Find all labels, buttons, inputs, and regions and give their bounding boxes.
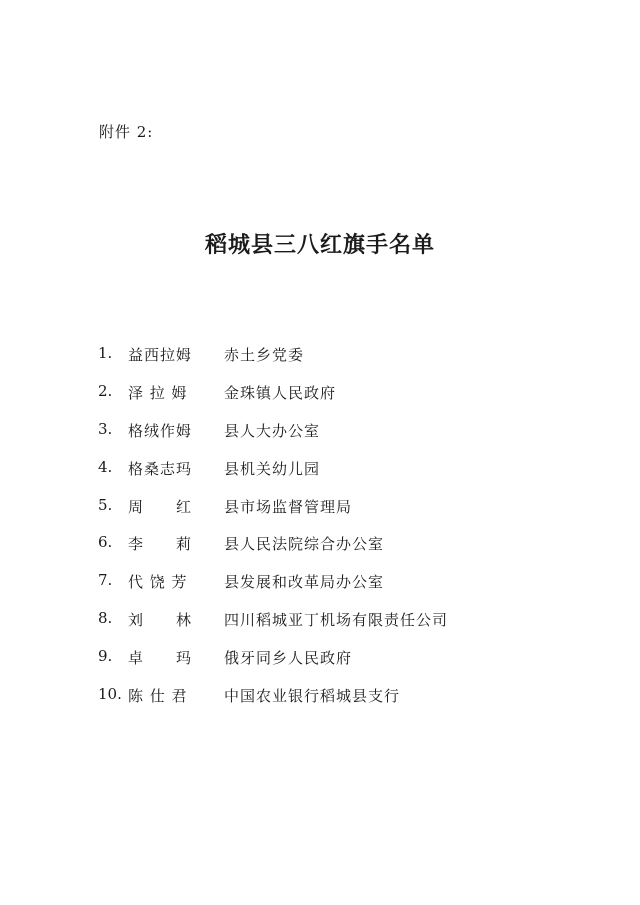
honoree-name: 代 饶 芳 [128,573,188,592]
item-number: 8. [98,609,113,628]
attachment-label: 附件 2: [99,123,154,141]
honoree-unit: 俄牙同乡人民政府 [224,649,353,668]
list-item [98,420,448,458]
honoree-name: 格桑志玛 [128,459,193,478]
item-number: 5. [98,495,113,514]
list-item [98,344,448,382]
item-number: 6. [98,533,113,552]
honoree-name: 周 红 [128,497,193,516]
item-number: 10. [98,685,122,704]
item-number: 1. [98,344,113,362]
honoree-unit: 中国农业银行稻城县支行 [224,687,401,706]
honoree-name: 泽 拉 姆 [128,383,188,402]
item-number: 2. [98,381,113,400]
list-item [98,609,448,647]
honoree-name: 李 莉 [128,535,193,554]
list-item [98,571,448,609]
list-item [98,496,448,534]
item-number: 9. [98,647,113,666]
honoree-unit: 县市场监督管理局 [224,497,353,516]
list-item [98,647,448,685]
list-item [98,533,448,571]
honoree-name: 益西拉姆 [128,346,193,364]
honoree-unit: 四川稻城亚丁机场有限责任公司 [224,611,449,630]
honoree-unit: 金珠镇人民政府 [224,383,337,402]
item-number: 4. [98,457,113,476]
honoree-list [98,344,448,723]
honoree-unit: 赤土乡党委 [224,346,305,364]
list-item [98,382,448,420]
honoree-name: 陈 仕 君 [128,687,188,706]
item-number: 3. [98,419,113,438]
honoree-unit: 县人民法院综合办公室 [224,535,385,554]
item-number: 7. [98,571,113,590]
honoree-unit: 县机关幼儿园 [224,459,321,478]
list-item [98,458,448,496]
honoree-name: 刘 林 [128,611,193,630]
honoree-unit: 县发展和改革局办公室 [224,573,385,592]
honoree-name: 格绒作姆 [128,421,193,440]
honoree-name: 卓 玛 [128,649,193,668]
page-title: 稻城县三八红旗手名单 [204,232,435,258]
honoree-unit: 县人大办公室 [224,421,321,440]
list-item [98,685,448,723]
